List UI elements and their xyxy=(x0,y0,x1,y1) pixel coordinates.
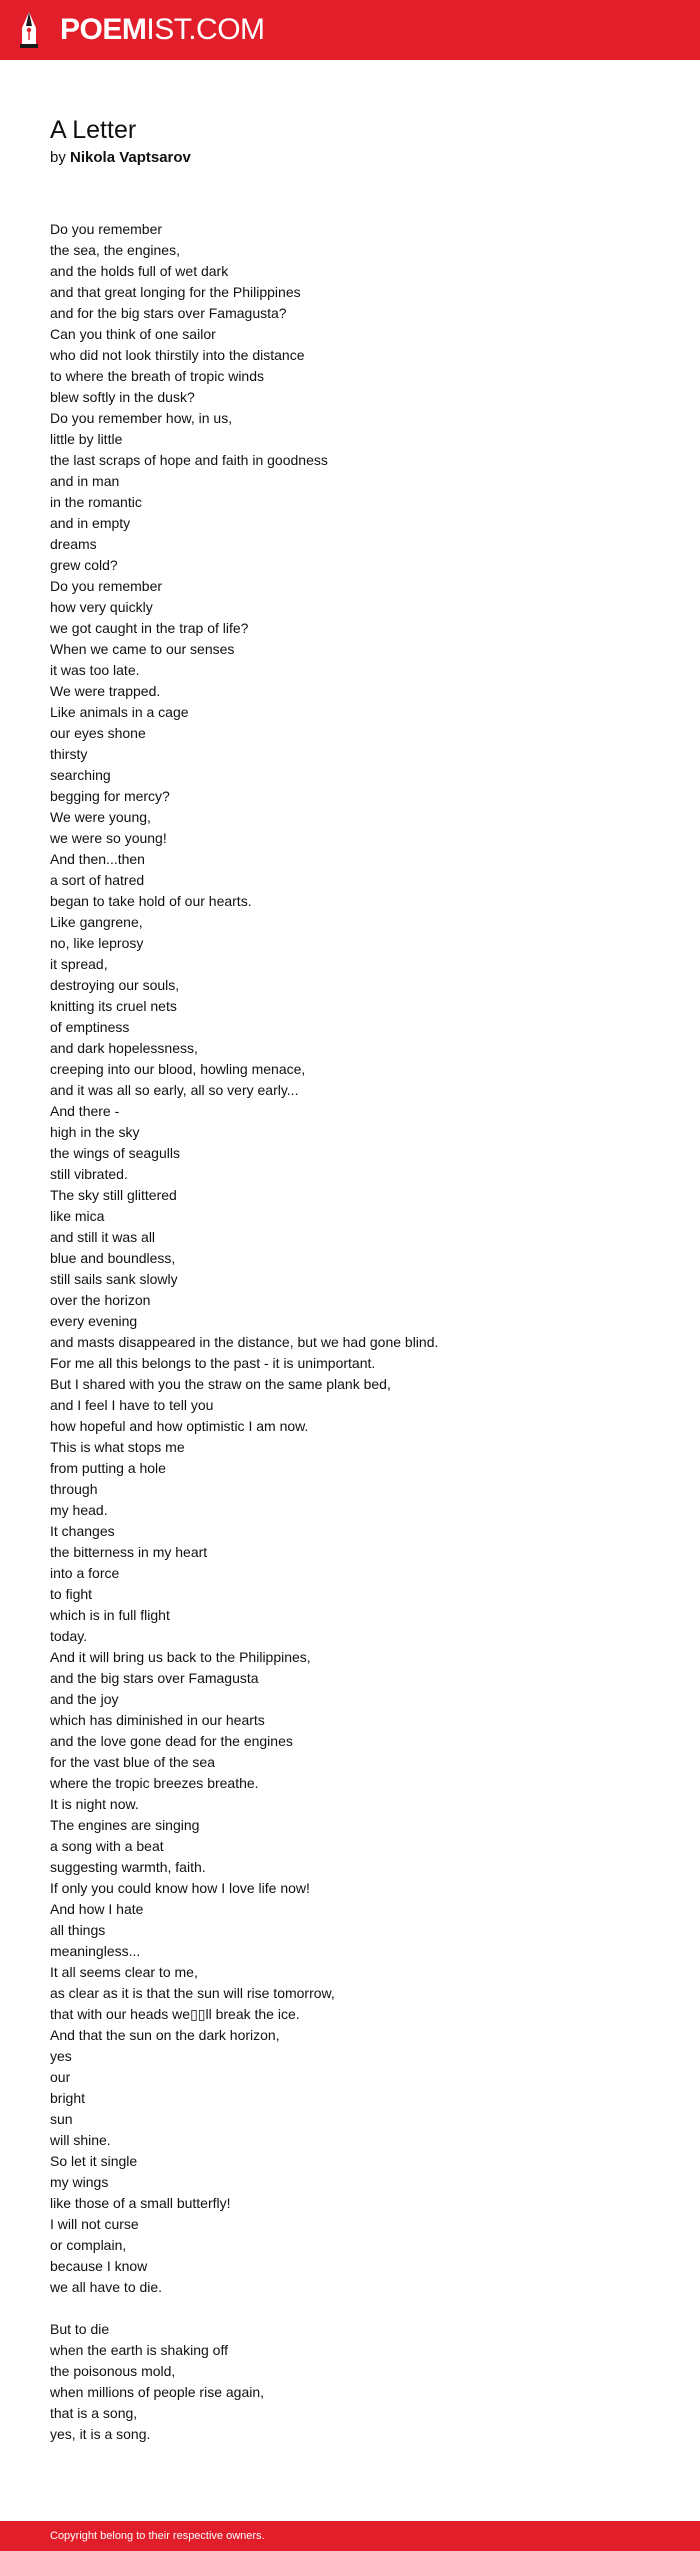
poem-line: we got caught in the trap of life? xyxy=(50,620,249,636)
poem-line: no, like leprosy xyxy=(50,935,144,951)
poem-line: grew cold? xyxy=(50,557,118,573)
poem-line: yes xyxy=(50,2048,72,2064)
poem-line: the wings of seagulls xyxy=(50,1145,180,1161)
logo-text-bold: POEM xyxy=(60,13,147,46)
poem-line: bright xyxy=(50,2090,86,2106)
poem-line: meaningless... xyxy=(50,1943,141,1959)
poem-line: began to take hold of our hearts. xyxy=(50,893,252,909)
poem-line: and masts disappeared in the distance, but we had gone blind. xyxy=(50,1334,439,1350)
by-label: by xyxy=(50,149,66,166)
poem-line: It changes xyxy=(50,1523,115,1539)
poem-line: like those of a small butterfly! xyxy=(50,2195,231,2211)
poem-line: blew softly in the dusk? xyxy=(50,389,195,405)
poem-line: begging for mercy? xyxy=(50,788,170,804)
poem-line: or complain, xyxy=(50,2237,127,2253)
poem-line: It all seems clear to me, xyxy=(50,1964,198,1980)
poem-line: And how I hate xyxy=(50,1901,144,1917)
site-header xyxy=(0,0,700,60)
poem-line: how very quickly xyxy=(50,599,153,615)
poem-line: when millions of people rise again, xyxy=(50,2384,265,2400)
poem-line: For me all this belongs to the past - it is unimportant. xyxy=(50,1355,376,1371)
poem-line: our xyxy=(50,2069,71,2085)
poem-line: The engines are singing xyxy=(50,1817,200,1833)
poem-line: and the love gone dead for the engines xyxy=(50,1733,293,1749)
poem-line: and in empty xyxy=(50,515,131,531)
poem-line: Do you remember xyxy=(50,221,163,237)
poem-line: When we came to our senses xyxy=(50,641,235,657)
poem-line: If only you could know how I love life now! xyxy=(50,1880,310,1896)
poem-line: Can you think of one sailor xyxy=(50,326,216,342)
poem-line: a sort of hatred xyxy=(50,872,145,888)
poem-line: when the earth is shaking off xyxy=(50,2342,228,2358)
poem-line: my wings xyxy=(50,2174,109,2190)
poem-line: knitting its cruel nets xyxy=(50,998,177,1014)
poem-line xyxy=(50,2298,670,2319)
poem-line: which has diminished in our hearts xyxy=(50,1712,265,1728)
poem-line: we all have to die. xyxy=(50,2279,163,2295)
poem-line: But to die xyxy=(50,2321,110,2337)
poem-line: of emptiness xyxy=(50,1019,130,1035)
poem-line: because I know xyxy=(50,2258,148,2274)
poem-line: the poisonous mold, xyxy=(50,2363,176,2379)
poem-body xyxy=(50,219,670,2445)
poem-line: the last scraps of hope and faith in goodness xyxy=(50,452,328,468)
poem-line: and still it was all xyxy=(50,1229,156,1245)
poem-line: and for the big stars over Famagusta? xyxy=(50,305,287,321)
poem-line: still vibrated. xyxy=(50,1166,128,1182)
poem-line: it was too late. xyxy=(50,662,140,678)
poem-line: the bitterness in my heart xyxy=(50,1544,208,1560)
poem-line: we were so young! xyxy=(50,830,167,846)
poem-line: This is what stops me xyxy=(50,1439,185,1455)
poem-line: Like gangrene, xyxy=(50,914,143,930)
poem-line: and the holds full of wet dark xyxy=(50,263,229,279)
copyright-text: Copyright belong to their respective owners. xyxy=(50,2530,265,2542)
poem-line: thirsty xyxy=(50,746,88,762)
poem-line: for the vast blue of the sea xyxy=(50,1754,215,1770)
poem-line: Do you remember how, in us, xyxy=(50,410,233,426)
poem-line: like mica xyxy=(50,1208,105,1224)
poem-line: who did not look thirstily into the distance xyxy=(50,347,305,363)
poem-line: And there - xyxy=(50,1103,120,1119)
poem-line: So let it single xyxy=(50,2153,138,2169)
poem-line: over the horizon xyxy=(50,1292,151,1308)
poem-line: from putting a hole xyxy=(50,1460,166,1476)
poem-line: and dark hopelessness, xyxy=(50,1040,198,1056)
poem-line: it spread, xyxy=(50,956,108,972)
poem-line: And then...then xyxy=(50,851,145,867)
poem-line: which is in full flight xyxy=(50,1607,170,1623)
poem-line: destroying our souls, xyxy=(50,977,180,993)
poem-line: how hopeful and how optimistic I am now. xyxy=(50,1418,309,1434)
poem-line: We were young, xyxy=(50,809,151,825)
poem-line: as clear as it is that the sun will rise tomorrow, xyxy=(50,1985,335,2001)
poem-line: and I feel I have to tell you xyxy=(50,1397,214,1413)
poem-line: and it was all so early, all so very early... xyxy=(50,1082,299,1098)
poem-line: and the joy xyxy=(50,1691,119,1707)
poem-line: But I shared with you the straw on the same plank bed, xyxy=(50,1376,391,1392)
poem-line: will shine. xyxy=(50,2132,111,2148)
poem-line: I will not curse xyxy=(50,2216,139,2232)
poem-line: today. xyxy=(50,1628,88,1644)
poem-byline xyxy=(50,148,191,168)
poem-line: creeping into our blood, howling menace, xyxy=(50,1061,306,1077)
poem-line: high in the sky xyxy=(50,1124,140,1140)
poem-line: all things xyxy=(50,1922,106,1938)
poem-title: A Letter xyxy=(50,116,137,144)
poem-line: to where the breath of tropic winds xyxy=(50,368,265,384)
poem-line: dreams xyxy=(50,536,97,552)
poem-line: the sea, the engines, xyxy=(50,242,180,258)
pen-nib-icon[interactable] xyxy=(16,10,42,50)
poem-line: and that great longing for the Philippines xyxy=(50,284,301,300)
poem-line: our eyes shone xyxy=(50,725,146,741)
author-name[interactable]: Nikola Vaptsarov xyxy=(70,149,191,166)
poem-line: and the big stars over Famagusta xyxy=(50,1670,259,1686)
poem-line: yes, it is a song. xyxy=(50,2426,151,2442)
site-footer xyxy=(0,2521,700,2551)
poem-line: my head. xyxy=(50,1502,108,1518)
poem-line: sun xyxy=(50,2111,73,2127)
poem-line: to fight xyxy=(50,1586,93,1602)
poem-line: Do you remember xyxy=(50,578,163,594)
logo-text-light: IST.COM xyxy=(146,13,265,46)
poem-line: We were trapped. xyxy=(50,683,161,699)
site-logo[interactable] xyxy=(60,12,265,48)
poem-line: and in man xyxy=(50,473,120,489)
poem-line: Like animals in a cage xyxy=(50,704,189,720)
poem-line: searching xyxy=(50,767,111,783)
poem-line: The sky still glittered xyxy=(50,1187,177,1203)
poem-line: And it will bring us back to the Philippines, xyxy=(50,1649,311,1665)
poem-line: through xyxy=(50,1481,98,1497)
poem-line: little by little xyxy=(50,431,123,447)
poem-line: And that the sun on the dark horizon, xyxy=(50,2027,280,2043)
poem-line: that is a song, xyxy=(50,2405,138,2421)
poem-line: It is night now. xyxy=(50,1796,139,1812)
poem-line: blue and boundless, xyxy=(50,1250,176,1266)
poem-line: every evening xyxy=(50,1313,138,1329)
poem-line: in the romantic xyxy=(50,494,142,510)
poem-line: suggesting warmth, faith. xyxy=(50,1859,206,1875)
poem-line: still sails sank slowly xyxy=(50,1271,178,1287)
poem-line: where the tropic breezes breathe. xyxy=(50,1775,259,1791)
poem-line: into a force xyxy=(50,1565,120,1581)
poem-line: that with our heads we▯▯ll break the ice. xyxy=(50,2006,300,2022)
poem-line: a song with a beat xyxy=(50,1838,164,1854)
